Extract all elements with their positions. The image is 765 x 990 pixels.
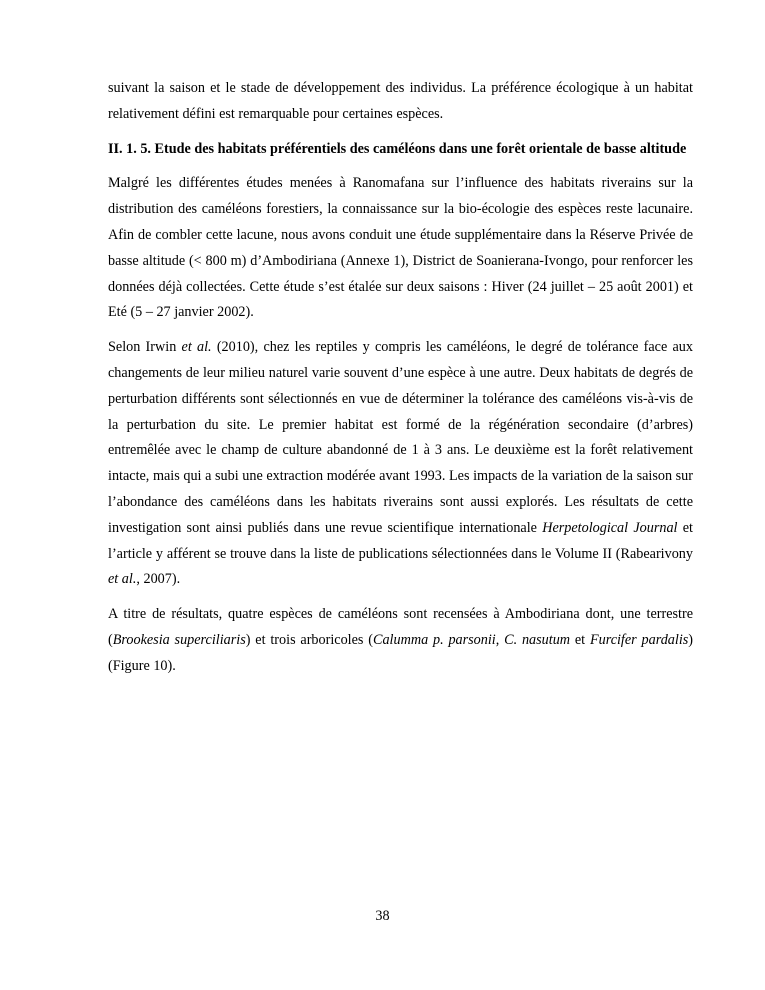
- species-name: C. nasutum: [504, 631, 571, 648]
- page-number: 38: [375, 908, 390, 924]
- italic-et-al: et al.: [181, 339, 212, 356]
- species-name: Calumma p. parsonii: [372, 631, 496, 648]
- species-name: Furcifer pardalis: [589, 631, 689, 648]
- italic-et-al: et al.: [108, 571, 137, 588]
- section-heading: II. 1. 5. Etude des habitats préférentiels des caméléons dans une forêt orientale de basse altitude: [108, 140, 687, 157]
- species-name: Brookesia superciliaris: [112, 631, 246, 648]
- paragraph-study: Malgré les différentes études menées à Ranomafana sur l’influence des habitats riverains sur la distribution des caméléons forestiers, la connaissance sur la bio-écologie des espèces reste lacunaire. Afin de combler cette lacune, nous avons conduit une étude supplémentaire dans la Réserve Privée de basse altitude (< 800 m) d’Ambodiriana (Annexe 1), District de Soanierana-Ivongo, pour renforcer les données déjà collectées. Cette étude s’est étalée sur deux saisons : Hiver (24 juillet – 25 août 2001) et Eté (5 – 27 janvier 2002).: [108, 175, 693, 321]
- paragraph-intro: suivant la saison et le stade de développement des individus. La préférence écologique à un habitat relativement défini est remarquable pour certaines espèces.: [108, 80, 693, 122]
- journal-title: Herpetological Journal: [542, 519, 678, 536]
- document-page: [108, 76, 693, 680]
- paragraph-irwin: Selon Irwin et al. (2010), chez les reptiles y compris les caméléons, le degré de tolérance face aux changements de leur milieu naturel varie souvent d’une espèce à une autre. Deux habitats de degrés de perturbation différents sont sélectionnés en vue de déterminer la tolérance des caméléons vis-à-vis de la perturbation du site. Le premier habitat est formé de la régénération secondaire (d’arbres) entremêlée avec le champ de culture abandonné de 1 à 3 ans. Le deuxième est la forêt relativement intacte, mais qui a subi une extraction modérée avant 1993. Les impacts de la variation de la saison sur l’abondance des caméléons dans les habitats riverains sont aussi explorés. Les résultats de cette investigation sont ainsi publiés dans une revue scientifique internationale Herpetological Journal et l’article y afférent se trouve dans la liste de publications sélectionnées dans le Volume II (Rabearivony et al., 2007).: [108, 339, 693, 588]
- paragraph-results: A titre de résultats, quatre espèces de caméléons sont recensées à Ambodiriana dont, une terrestre (Brookesia superciliaris) et trois arboricoles (Calumma p. parsonii, C. nasutum et Furcifer pardalis) (Figure 10).: [108, 606, 694, 674]
